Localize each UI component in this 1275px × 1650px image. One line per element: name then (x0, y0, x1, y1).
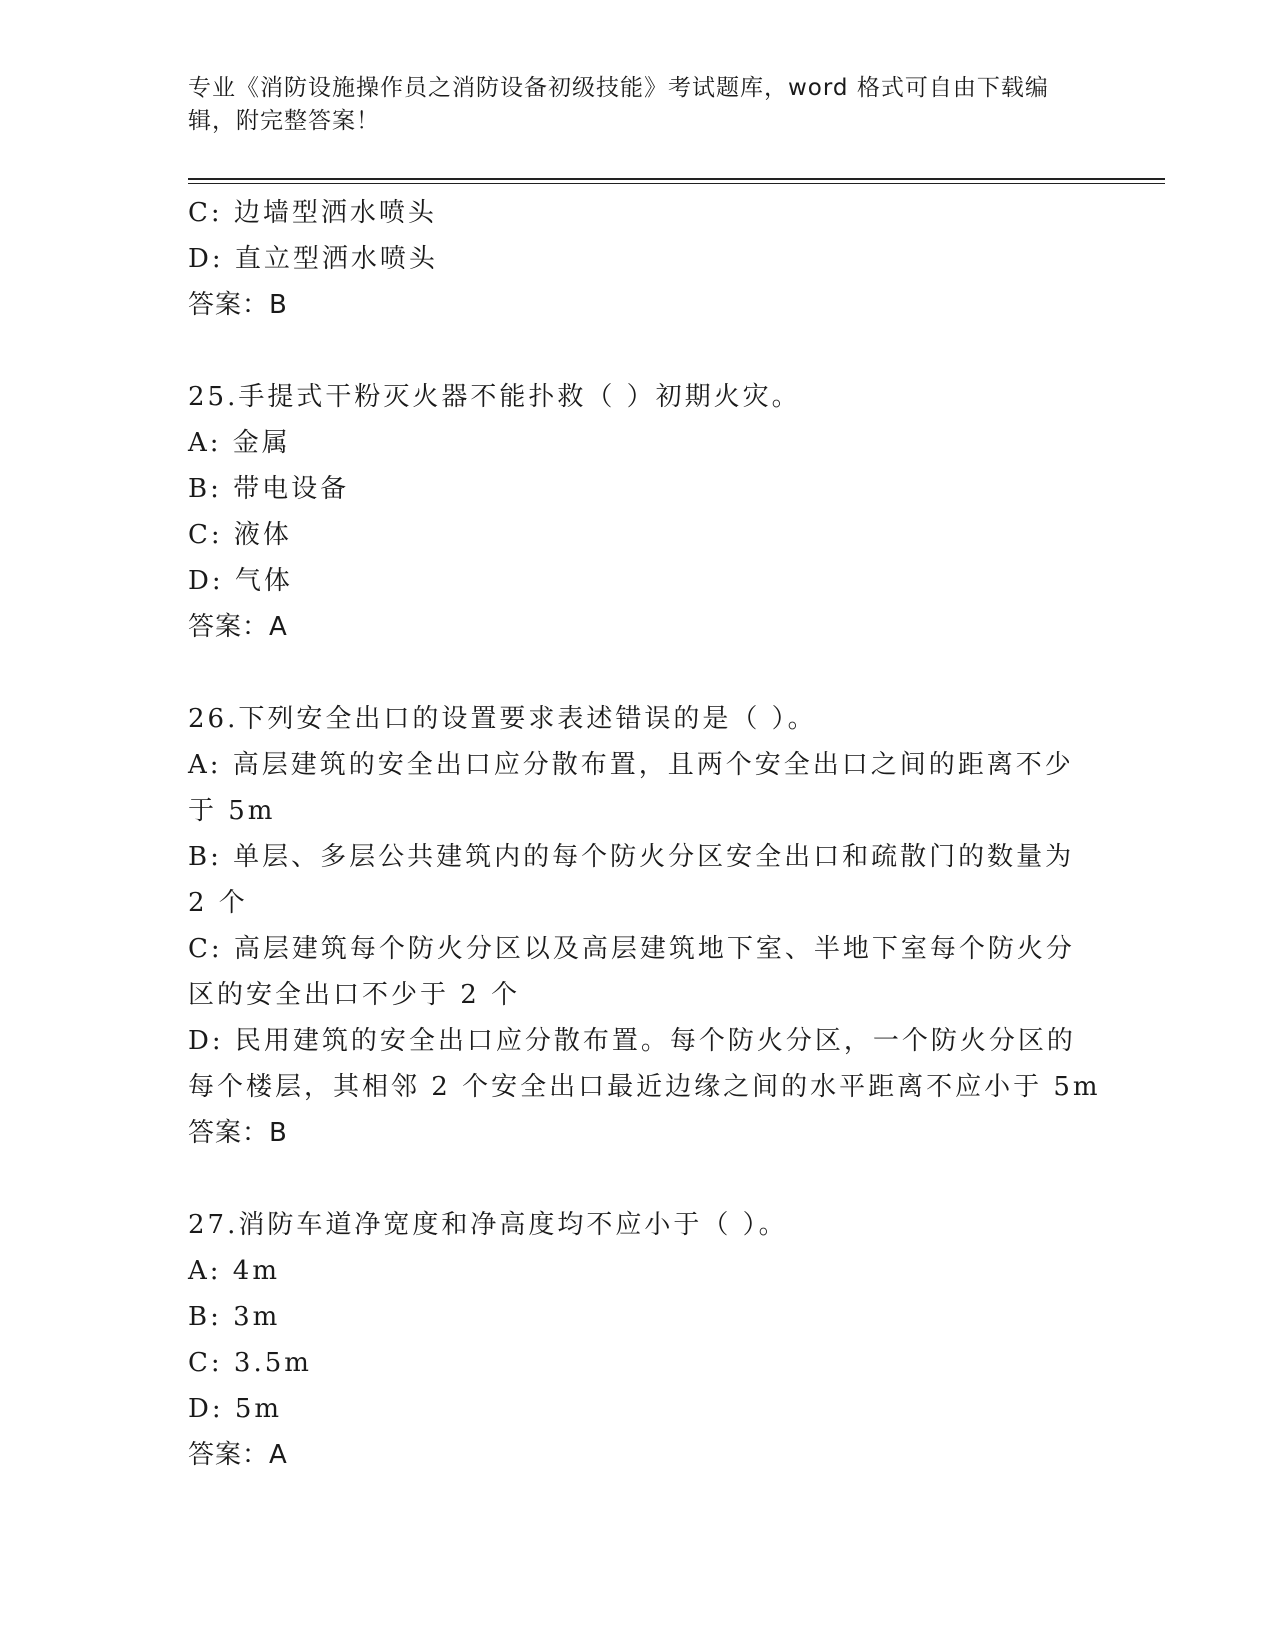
answer-line: 答案：B (188, 1118, 288, 1148)
option-a: A: 4m (188, 1256, 280, 1286)
answer-line: 答案：A (188, 1440, 288, 1470)
question-block-26 (188, 696, 1101, 1156)
spacer (188, 328, 1088, 374)
option-b: B: 带电设备 (188, 474, 350, 504)
option-d: D: 气体 (188, 566, 293, 596)
question-stem: 25.手提式干粉灭火器不能扑救（ ）初期火灾。 (188, 382, 801, 412)
option-b-continued: 2 个 (188, 888, 248, 918)
question-list (188, 190, 1101, 1478)
option-d: D: 民用建筑的安全出口应分散布置。每个防火分区，一个防火分区的 (188, 1026, 1076, 1056)
document-header (188, 72, 1068, 138)
header-line-1: 专业《消防设施操作员之消防设备初级技能》考试题库，word 格式可自由下载编 (188, 75, 1049, 101)
answer-line: 答案：B (188, 290, 288, 320)
header-divider-thick (188, 178, 1165, 180)
option-b: B: 单层、多层公共建筑内的每个防火分区安全出口和疏散门的数量为 (188, 842, 1075, 872)
question-block-25 (188, 374, 1088, 650)
option-c-continued: 区的安全出口不少于 2 个 (188, 980, 521, 1010)
answer-line: 答案：A (188, 612, 288, 642)
header-line-2: 辑，附完整答案！ (188, 108, 380, 134)
option-d: D: 直立型洒水喷头 (188, 244, 438, 274)
spacer (188, 650, 1088, 696)
question-block-24 (188, 190, 1088, 328)
option-a: A: 金属 (188, 428, 291, 458)
option-d: D: 5m (188, 1394, 283, 1424)
option-c: C: 高层建筑每个防火分区以及高层建筑地下室、半地下室每个防火分 (188, 934, 1075, 964)
question-block-27 (188, 1202, 1088, 1478)
question-stem: 27.消防车道净宽度和净高度均不应小于（ ）。 (188, 1210, 788, 1240)
header-divider-thin (188, 183, 1165, 184)
option-a-continued: 于 5m (188, 796, 276, 826)
option-c: C: 液体 (188, 520, 292, 550)
option-c: C: 边墙型洒水喷头 (188, 198, 437, 228)
question-stem: 26.下列安全出口的设置要求表述错误的是（ ）。 (188, 704, 817, 734)
option-a: A: 高层建筑的安全出口应分散布置，且两个安全出口之间的距离不少 (188, 750, 1074, 780)
option-b: B: 3m (188, 1302, 281, 1332)
option-d-continued: 每个楼层，其相邻 2 个安全出口最近边缘之间的水平距离不应小于 5m (188, 1072, 1101, 1102)
spacer (188, 1156, 1088, 1202)
option-c: C: 3.5m (188, 1348, 312, 1378)
